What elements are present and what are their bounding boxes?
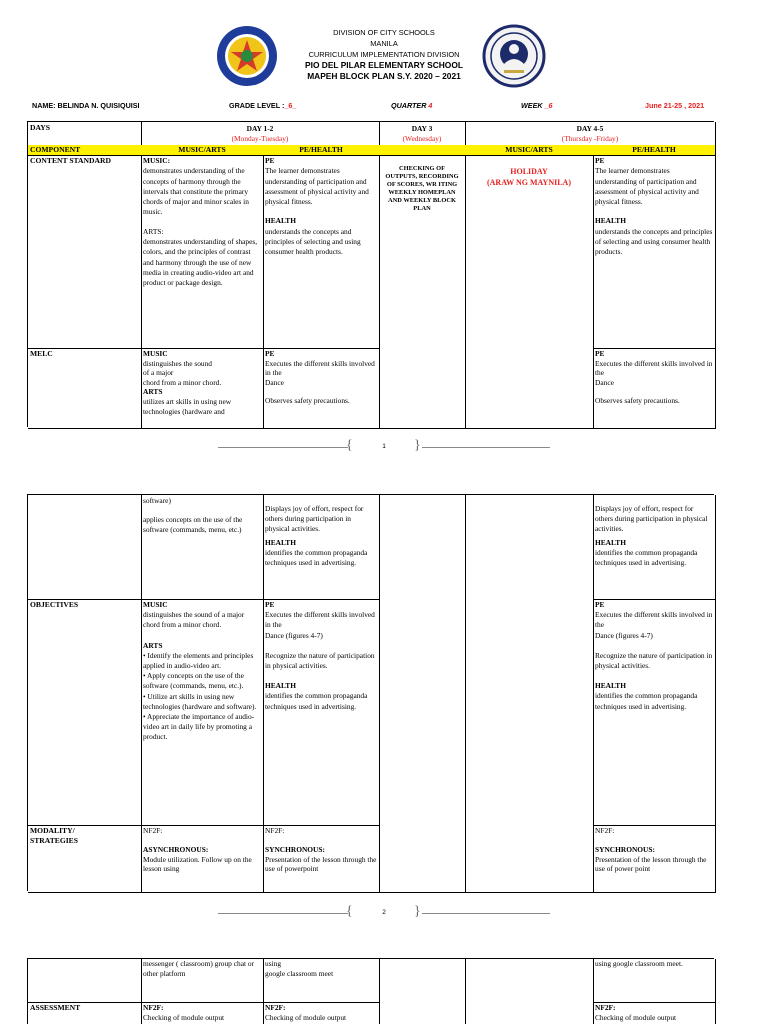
p3-modality-music-arts: messenger ( classroom) group chat or other platform [141,959,264,1003]
week [521,101,553,110]
objectives-label: OBJECTIVES [28,599,142,826]
quarter-value: 4 [428,101,433,110]
mod-nf2f-label-2: NF2F: [265,826,285,835]
obj-pe-heading: PE [265,600,275,609]
obj-health-text-2: identifies the common propaganda techniques used in advertising. [595,691,698,711]
obj-health-heading: HEALTH [265,681,296,691]
cs-music-heading: MUSIC: [143,156,171,165]
mod-sync-heading: SYNCHRONOUS: [265,844,325,854]
melc-pe-health [263,348,380,429]
objectives-pe-health [263,599,380,826]
obj-music-text: distinguishes the sound of a major chord from a minor chord. [143,610,245,630]
music-arts-header-2: MUSIC/ARTS [465,145,594,156]
melc-health-heading: HEALTH [265,538,296,548]
mod-sync-text: Presentation of the lesson through the use of powerpoint [265,854,377,874]
division-line: DIVISION OF CITY SCHOOLS [333,28,435,37]
melc-pe-text-2: Executes the different skills involved in the Dance [595,358,713,387]
melc-label: MELC [28,348,142,429]
grade-label: GRADE LEVEL : [229,101,285,110]
day-4-5-sub: (Thursday -Friday) [561,133,619,143]
plan-title: MAPEH BLOCK PLAN S.Y. 2020 – 2021 [307,71,461,82]
school-name: PIO DEL PILAR ELEMENTARY SCHOOL [305,60,463,71]
melc-pe-text: Executes the different skills involved in the Dance [265,358,375,387]
header-text-block [250,28,518,82]
holiday-label: HOLIDAY [510,167,548,176]
document-header [0,24,768,96]
modality-pe-health [263,825,380,893]
assess-nf2f: NF2F: [143,1003,164,1012]
holiday-continued-blank [465,495,594,893]
obj-pe-text-2: Recognize the nature of participation in physical activities. [265,650,375,671]
melc-arts-heading: ARTS [143,387,163,397]
melc-pe-health-2 [593,348,716,429]
music-arts-header: MUSIC/ARTS [141,145,264,156]
day-3-label: DAY 3 [411,124,433,133]
melc-pe-heading-2: PE [595,349,605,358]
week-label: WEEK [521,101,543,110]
melc-music-heading: MUSIC [143,349,168,358]
melc-applies-text: applies concepts on the use of the software (commands, menu, etc.) [143,514,243,534]
melc-pe-health-continued-2 [593,495,716,600]
cs-pe-heading-2: PE [595,156,605,165]
day-3-header [379,122,466,146]
obj-pe-text: Executes the different skills involved in the Dance (figures 4-7) [265,610,375,640]
day-3-activity: CHECKING OF OUTPUTS, RECORDING OF SCORES, WR ITING WEEKLY HOMEPLAN AND WEEKLY BLOCK PLAN [379,155,466,429]
date-range: June 21-25 , 2021 [645,101,705,110]
obj-arts-text: • Identify the elements and principles applied in audio-video art. • Apply concepts on the use of the software (commands, menu, etc.). • Utilize art skills in using new technologies (hardware and software). • Appreciate the importance of audio-video art in daily life by promoting a product. [143,650,257,742]
objectives-pe-health-2 [593,599,716,826]
cs-health-heading: HEALTH [265,216,296,226]
melc-health-text-2: identifies the common propaganda techniques used in advertising. [595,548,698,567]
assessment-pe-health [263,1002,380,1024]
page-footer-1: { 1 } [0,437,768,457]
melc-software-text: software) [143,496,171,505]
p3-label-blank [28,959,142,1003]
content-standard-music-arts [141,155,264,349]
component-label: COMPONENT [28,145,142,156]
obj-health-heading-2: HEALTH [595,681,626,691]
block-plan-table-page-1 [27,121,714,427]
curriculum-line: CURRICULUM IMPLEMENTATION DIVISION [308,49,460,59]
obj-music-heading: MUSIC [143,600,168,609]
obj-arts-heading: ARTS [143,640,163,650]
city-line: MANILA [370,38,398,48]
continuation-label-blank [28,495,142,600]
assess-text: Checking of module output [143,1012,225,1022]
melc-pe-heading: PE [265,349,275,358]
quarter-label: QUARTER [391,101,427,110]
p3-modality-pe-health-2: using google classroom meet. [593,959,716,1003]
cs-health-text: understands the concepts and principles of selecting and using consumer health products. [265,226,361,257]
block-plan-table-page-2 [27,494,714,891]
cs-music-text: demonstrates understanding of the concepts of harmony through the intervals that constitute the primary chords of major and minor scales in music. [143,166,249,217]
cs-arts-heading: ARTS: [143,226,164,236]
melc-health-heading-2: HEALTH [595,538,626,548]
melc-joy-text-2: Displays joy of effort, respect for others during participation in physical activities. [595,504,708,533]
melc-music-arts [141,348,264,429]
cs-pe-heading: PE [265,156,275,165]
cs-health-heading-2: HEALTH [595,216,626,226]
mod-async-heading: ASYNCHRONOUS: [143,844,209,854]
assess-nf2f-3: NF2F: [595,1003,616,1012]
cs-pe-text: The learner demonstrates understanding of participation and assessment of physical activity and physical fitness. [265,166,369,207]
assess-nf2f-2: NF2F: [265,1003,286,1012]
content-standard-pe-health [263,155,380,349]
melc-pe-safety: Observes safety precautions. [265,396,350,406]
assessment-music-arts [141,1002,264,1024]
day-1-2-label: DAY 1-2 [246,124,274,133]
cs-arts-text: demonstrates understanding of shapes, colors, and the principles of contrast and harmony through the use of new media in creating audio-video art and product or package design. [143,237,258,288]
week-value: _6 [544,101,553,110]
assessment-label: ASSESSMENT [28,1002,142,1024]
grade-level [229,101,296,110]
modality-label: MODALITY/ STRATEGIES [28,825,142,893]
obj-pe-text-2-col: Executes the different skills involved in the Dance (figures 4-7) [595,610,713,640]
mod-sync-heading-2: SYNCHRONOUS: [595,844,655,854]
mod-sync-text-2: Presentation of the lesson through the use of power point [595,854,707,874]
page-number-2: 2 [382,909,386,916]
mod-nf2f-label: NF2F: [143,826,163,835]
obj-pe-text-2b: Recognize the nature of participation in physical activities. [595,650,713,671]
quarter [391,101,432,110]
school-seal-icon [482,24,546,88]
day-3-sub: (Wednesday) [402,133,442,143]
block-plan-table-page-3 [27,958,714,1024]
content-standard-pe-health-2 [593,155,716,349]
modality-pe-health-2 [593,825,716,893]
page-number-1: 1 [382,443,386,450]
day-4-5-label: DAY 4-5 [576,124,604,133]
day-4-5-header [465,122,716,146]
assessment-pe-health-2 [593,1002,716,1024]
holiday-cell [465,155,594,429]
day-3-continued-blank [379,495,466,893]
holiday-sub: (ARAW NG MAYNILA) [486,178,571,187]
cs-health-text-2: understands the concepts and principles of selecting and using consumer health products. [595,226,713,257]
pe-health-header-2: PE/HEALTH [593,145,716,156]
mod-async-text: Module utilization. Follow up on the lesson using [143,854,252,874]
objectives-music-arts [141,599,264,826]
day-1-2-header [141,122,380,146]
mod-nf2f-label-3: NF2F: [595,826,615,835]
day-1-2-sub: (Monday-Tuesday) [231,133,289,143]
p3-day3-blank [379,959,466,1024]
cs-pe-text-2: The learner demonstrates understanding of participation and assessment of physical activity and physical fitness. [595,166,699,207]
melc-music-arts-continued [141,495,264,600]
assess-text-2: Checking of module output [265,1012,347,1022]
content-standard-label: CONTENT STANDARD [28,155,142,349]
melc-music-text: distinguishes the sound of a major chord from a minor chord. [143,358,222,387]
page-footer-2: { 2 } [0,903,768,923]
melc-pe-health-continued [263,495,380,600]
p3-modality-pe-health: using google classroom meet [263,959,380,1003]
grade-value: _6_ [284,101,297,110]
teacher-name: NAME: BELINDA N. QUISIQUISI [32,101,140,110]
assess-text-3: Checking of module output [595,1012,677,1022]
pe-health-header: PE/HEALTH [263,145,380,156]
melc-health-text: identifies the common propaganda techniques used in advertising. [265,548,368,567]
melc-pe-safety-2: Observes safety precautions. [595,396,680,406]
obj-pe-heading-2: PE [595,600,605,609]
obj-health-text: identifies the common propaganda techniques used in advertising. [265,691,368,711]
days-label: DAYS [28,122,142,146]
modality-music-arts [141,825,264,893]
melc-joy-text: Displays joy of effort, respect for others during participation in physical activities. [265,504,364,533]
melc-arts-text: utilizes art skills in using new technologies (hardware and [143,396,232,416]
p3-holiday-blank [465,959,594,1024]
